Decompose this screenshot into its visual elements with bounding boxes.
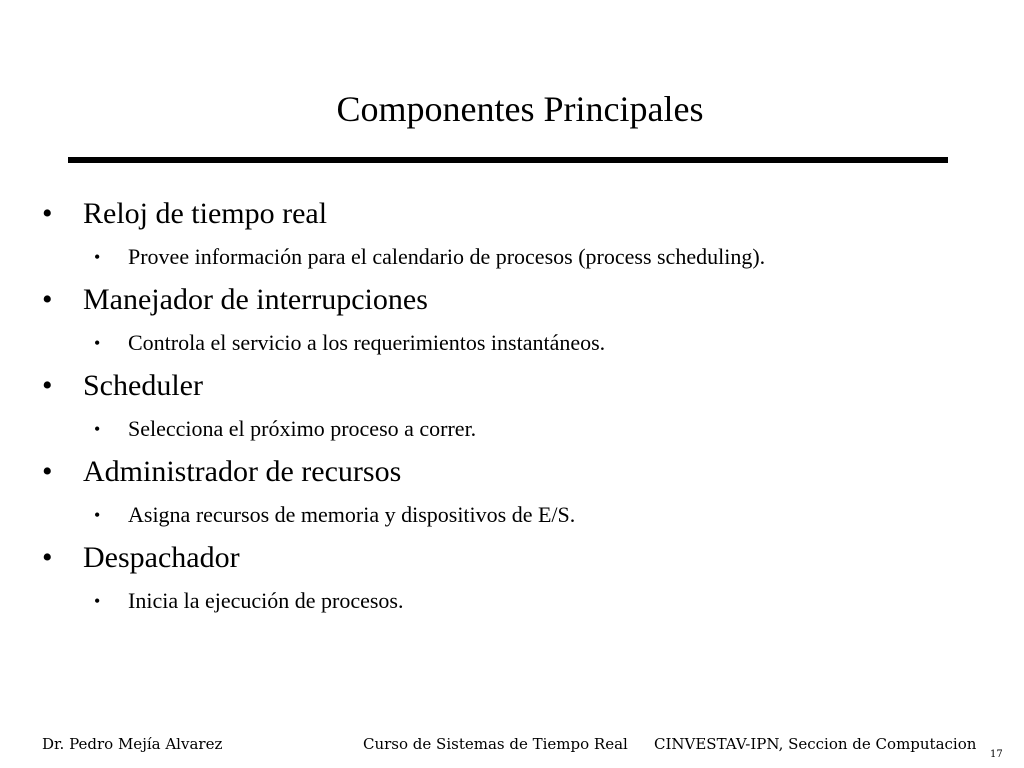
sub-bullet-icon: • [94,247,101,267]
bullet-icon: • [42,369,53,402]
bullet-detail: Selecciona el próximo proceso a correr. [128,416,477,441]
sub-bullet-icon: • [94,505,101,525]
bullet-heading: Despachador [83,541,240,574]
bullet-heading: Manejador de interrupciones [83,283,428,316]
bullet-detail: Controla el servicio a los requerimientos instantáneos. [128,330,606,355]
bullet-icon: • [42,455,53,488]
bullet-heading: Scheduler [83,369,203,402]
slide-title: Componentes Principales [336,89,704,129]
bullet-heading: Reloj de tiempo real [83,197,328,230]
bullet-icon: • [42,283,53,316]
footer-course: Curso de Sistemas de Tiempo Real [363,735,628,753]
footer-institution: CINVESTAV-IPN, Seccion de Computacion [654,735,977,753]
sub-bullet-icon: • [94,419,101,439]
bullet-icon: • [42,541,53,574]
bullet-icon: • [42,197,53,230]
page-number: 17 [990,749,1003,760]
title-underline [68,157,948,163]
bullet-detail: Provee información para el calendario de procesos (process scheduling). [128,244,766,269]
footer-author: Dr. Pedro Mejía Alvarez [42,735,223,753]
bullet-heading: Administrador de recursos [83,455,402,488]
bullet-detail: Asigna recursos de memoria y dispositivos de E/S. [128,502,576,527]
sub-bullet-icon: • [94,333,101,353]
sub-bullet-icon: • [94,591,101,611]
bullet-detail: Inicia la ejecución de procesos. [128,588,404,613]
